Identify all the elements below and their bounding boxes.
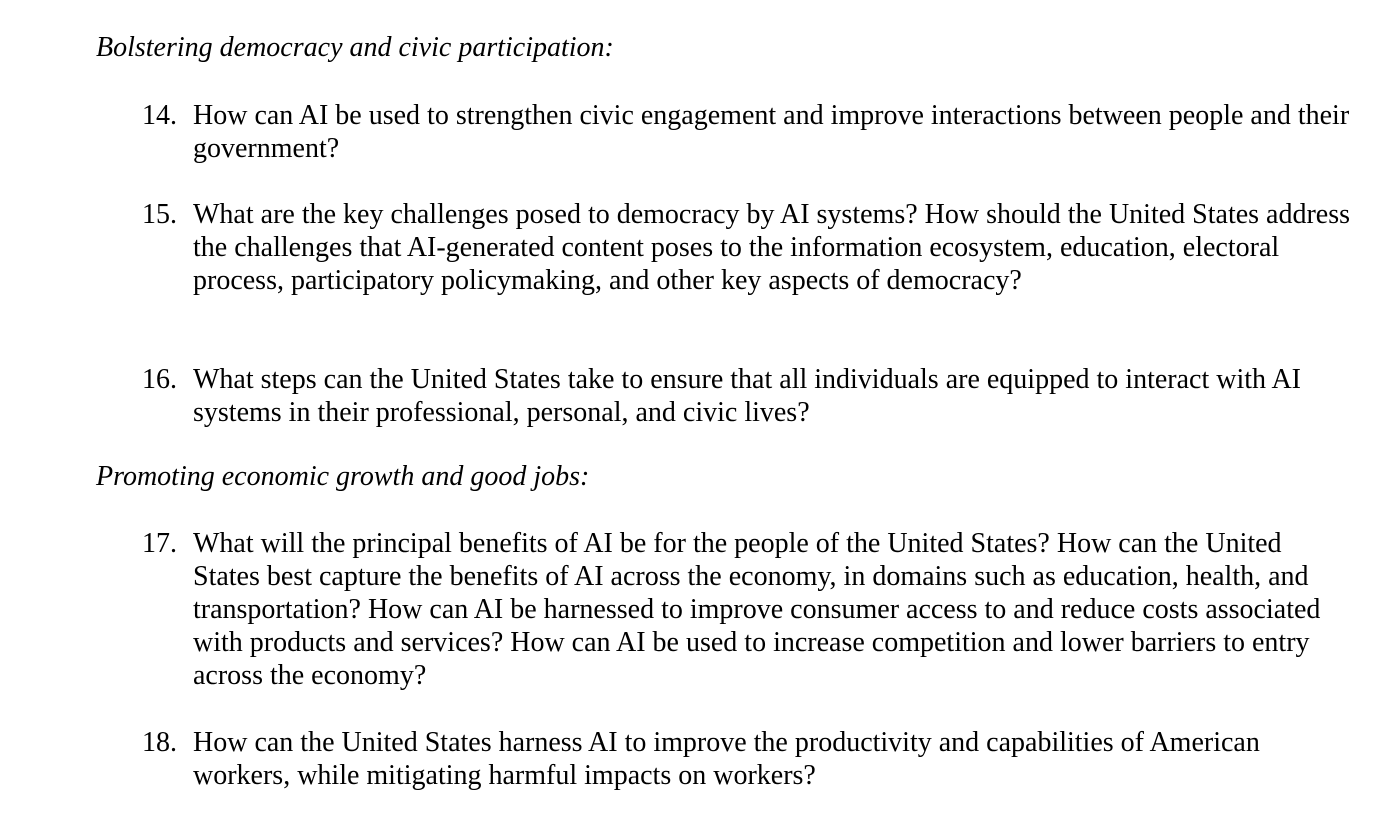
item-number: 14. — [142, 100, 177, 131]
item-number: 18. — [142, 727, 177, 758]
list-item-14 — [142, 99, 1352, 165]
item-number: 16. — [142, 364, 177, 395]
list-item-15 — [142, 198, 1352, 297]
item-text: How can AI be used to strengthen civic engagement and improve interactions between people and their government? — [193, 100, 1350, 164]
list-item-17 — [142, 527, 1352, 692]
section-heading-economy: Promoting economic growth and good jobs: — [96, 461, 590, 492]
item-text: What steps can the United States take to ensure that all individuals are equipped to interact with AI systems in their professional, personal, and civic lives? — [193, 364, 1302, 428]
item-text: What will the principal benefits of AI be for the people of the United States? How can the United States best capture the benefits of AI across the economy, in domains such as education, health, and transportation? How can AI be harnessed to improve consumer access to and reduce costs associated with products and services? How can AI be used to increase competition and lower barriers to entry across the economy? — [193, 528, 1321, 691]
list-item-16 — [142, 363, 1352, 429]
item-number: 15. — [142, 199, 177, 230]
list-item-18 — [142, 726, 1352, 792]
item-text: How can the United States harness AI to improve the productivity and capabilities of American workers, while mitigating harmful impacts on workers? — [193, 727, 1260, 791]
item-number: 17. — [142, 528, 177, 559]
item-text: What are the key challenges posed to democracy by AI systems? How should the United States address the challenges that AI-generated content poses to the information ecosystem, education, electoral process, participatory policymaking, and other key aspects of democracy? — [193, 199, 1351, 296]
section-heading-democracy: Bolstering democracy and civic participation: — [96, 32, 614, 63]
